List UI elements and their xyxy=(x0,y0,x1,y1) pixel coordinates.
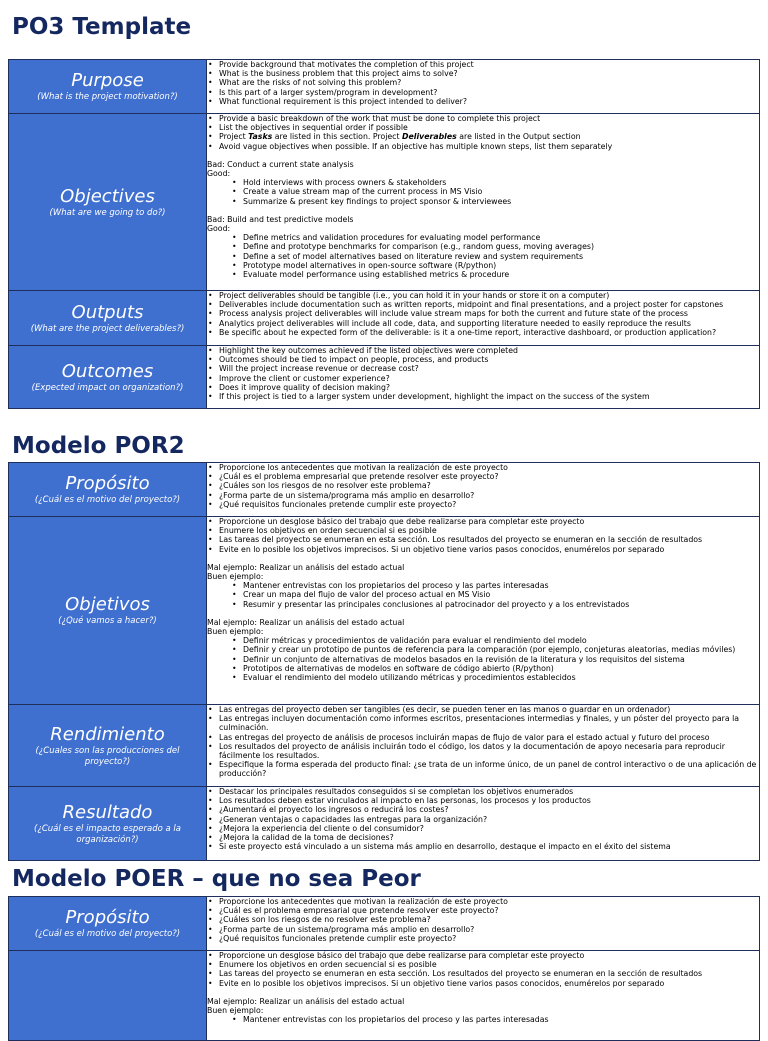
list-item: • Las entregas incluyen documentación como informes escritos, presentaciones intermedias y finales, y un póster del proyecto para la culminación. xyxy=(207,714,759,732)
objetivos-subtitle: (¿Qué vamos a hacer?) xyxy=(58,616,157,626)
bad-example: Bad: Build and test predictive models xyxy=(207,214,354,224)
outcomes-content xyxy=(207,346,760,409)
list-item: • Proporcione un desglose básico del trabajo que debe realizarse para completar este proyecto xyxy=(207,951,759,960)
list-item: • Crear un mapa del flujo de valor del proceso actual en MS Visio xyxy=(231,590,759,599)
list-item: • Mantener entrevistas con los propietarios del proceso y las partes interesadas xyxy=(231,1015,759,1024)
list-item: • ¿Cuál es el problema empresarial que pretende resolver este proyecto? xyxy=(207,472,759,481)
purpose-subtitle: (What is the project motivation?) xyxy=(37,92,178,102)
list-item: • Destacar los principales resultados conseguidos si se completan los objetivos enumerados xyxy=(207,787,759,796)
list-item: • ¿Cuáles son los riesgos de no resolver este problema? xyxy=(207,481,759,490)
poer-table xyxy=(8,896,760,1041)
objetivos-title: Objetivos xyxy=(65,594,150,615)
section-title-poer: Modelo POER – que no sea Peor xyxy=(12,866,421,892)
rendimiento-content xyxy=(207,705,760,787)
list-item: • Definir y crear un prototipo de puntos de referencia para la comparación (por ejemplo, conjeturas aleatorias, medias móviles) xyxy=(231,645,759,654)
outcomes-label-cell xyxy=(9,346,207,409)
objetivos-label-cell xyxy=(9,951,207,1041)
outputs-title: Outputs xyxy=(71,301,144,323)
list-item: • Hold interviews with process owners & stakeholders xyxy=(231,178,759,187)
list-item: • Summarize & present key findings to project sponsor & interviewees xyxy=(231,197,759,206)
proposito-title: Propósito xyxy=(65,907,150,928)
list-item: • ¿Forma parte de un sistema/programa más amplio en desarrollo? xyxy=(207,925,759,934)
section-title-po3: PO3 Template xyxy=(12,14,192,40)
resultado-subtitle: (¿Cuál es el impacto esperado a la organización?) xyxy=(34,823,181,845)
list-item: • Los resultados del proyecto de análisis incluirán todo el código, los datos y la documentación de apoyo necesaria para reproducir fácilmente los resultados. xyxy=(207,742,759,760)
rendimiento-title: Rendimiento xyxy=(50,723,165,745)
por2-table xyxy=(8,462,760,861)
good-example-label: Buen ejemplo: xyxy=(207,572,264,582)
emphasis-word: Tasks xyxy=(248,132,273,142)
list-item: • Define and prototype benchmarks for comparison (e.g., random guess, moving averages) xyxy=(231,242,759,251)
list-item: • Deliverables include documentation such as written reports, midpoint and final presentations, and a project poster for capstones xyxy=(207,300,759,309)
list-item: • Improve the client or customer experience? xyxy=(207,374,759,383)
list-item: • ¿Qué requisitos funcionales pretende cumplir este proyecto? xyxy=(207,934,759,943)
bad-example: Mal ejemplo: Realizar un análisis del estado actual xyxy=(207,996,405,1006)
outcomes-title: Outcomes xyxy=(61,360,154,382)
list-item: • Las tareas del proyecto se enumeran en esta sección. Los resultados del proyecto se enumeran en la sección de resultados xyxy=(207,969,759,978)
objectives-title: Objectives xyxy=(60,185,155,207)
outputs-subtitle: (What are the project deliverables?) xyxy=(30,323,185,334)
purpose-label-cell xyxy=(9,60,207,114)
list-item: • Resumir y presentar las principales conclusiones al patrocinador del proyecto y a los entrevistados xyxy=(231,600,759,609)
list-item: • Prototipos de alternativas de modelos en software de código abierto (R/python) xyxy=(231,664,759,673)
list-item: • Proporcione un desglose básico del trabajo que debe realizarse para completar este proyecto xyxy=(207,517,759,526)
outputs-label-cell xyxy=(9,291,207,346)
objectives-label-cell xyxy=(9,114,207,291)
list-item: • Provide a basic breakdown of the work that must be done to complete this project xyxy=(207,114,759,123)
list-item: • ¿Cuál es el problema empresarial que pretende resolver este proyecto? xyxy=(207,906,759,915)
list-item: • ¿Generan ventajas o capacidades las entregas para la organización? xyxy=(207,815,759,824)
list-item: • Proporcione los antecedentes que motivan la realización de este proyecto xyxy=(207,463,759,472)
list-item: • ¿Forma parte de un sistema/programa más amplio en desarrollo? xyxy=(207,491,759,500)
list-item: • Los resultados deben estar vinculados al impacto en las personas, los procesos y los productos xyxy=(207,796,759,805)
good-example-label: Good: xyxy=(207,224,231,234)
objetivos-content xyxy=(207,951,760,1041)
list-item: • What functional requirement is this project intended to deliver? xyxy=(207,97,759,106)
objetivos-content xyxy=(207,517,760,705)
list-item: • Definir un conjunto de alternativas de modelos basados en la revisión de la literatura y los requisitos del sistema xyxy=(231,655,759,664)
rendimiento-subtitle: (¿Cuales son las producciones del proyecto?) xyxy=(35,745,180,767)
list-item: • Define metrics and validation procedures for evaluating model performance xyxy=(231,233,759,242)
bad-example: Mal ejemplo: Realizar un análisis del estado actual xyxy=(207,617,405,627)
list-item: • ¿Qué requisitos funcionales pretende cumplir este proyecto? xyxy=(207,500,759,509)
list-item: • ¿Mejora la calidad de la toma de decisiones? xyxy=(207,833,759,842)
proposito-label-cell xyxy=(9,463,207,517)
list-item: • Process analysis project deliverables will include value stream maps for both the current and future state of the process xyxy=(207,309,759,318)
list-item: • List the objectives in sequential order if possible xyxy=(207,123,759,132)
objetivos-label-cell xyxy=(9,517,207,705)
list-item: • ¿Aumentará el proyecto los ingresos o reducirá los costes? xyxy=(207,805,759,814)
rendimiento-label-cell xyxy=(9,705,207,787)
objectives-content xyxy=(207,114,760,291)
list-item: • Especifique la forma esperada del producto final: ¿se trata de un informe único, de un panel de control interactivo o de una aplicación de producción? xyxy=(207,760,759,778)
list-item: • Outcomes should be tied to impact on people, process, and products xyxy=(207,355,759,364)
list-item: • Project Tasks are listed in this section. Project Deliverables are listed in the Output section xyxy=(207,132,759,141)
list-item: • ¿Cuáles son los riesgos de no resolver este problema? xyxy=(207,915,759,924)
list-item: • Enumere los objetivos en orden secuencial si es posible xyxy=(207,960,759,969)
purpose-content xyxy=(207,60,760,114)
list-item: • Analytics project deliverables will include all code, data, and supporting literature needed to easily reproduce the results xyxy=(207,319,759,328)
list-item: • Prototype model alternatives in open-source software (R/python) xyxy=(231,261,759,270)
list-item: • Is this part of a larger system/program in development? xyxy=(207,88,759,97)
resultado-content xyxy=(207,787,760,861)
list-item: • Las entregas del proyecto de análisis de procesos incluirán mapas de flujo de valor para el estado actual y futuro del proceso xyxy=(207,733,759,742)
proposito-content xyxy=(207,463,760,517)
good-example-label: Good: xyxy=(207,169,231,179)
list-item: • Definir métricas y procedimientos de validación para evaluar el rendimiento del modelo xyxy=(231,636,759,645)
outcomes-subtitle: (Expected impact on organization?) xyxy=(31,382,184,393)
list-item: • If this project is tied to a larger system under development, highlight the impact on the success of the system xyxy=(207,392,759,401)
list-item: • ¿Mejora la experiencia del cliente o del consumidor? xyxy=(207,824,759,833)
po3-table xyxy=(8,59,760,409)
list-item: • Mantener entrevistas con los propietarios del proceso y las partes interesadas xyxy=(231,581,759,590)
bad-example: Mal ejemplo: Realizar un análisis del estado actual xyxy=(207,562,405,572)
proposito-label-cell xyxy=(9,897,207,951)
list-item: • Las entregas del proyecto deben ser tangibles (es decir, se pueden tener en las manos o guardar en un ordenador) xyxy=(207,705,759,714)
list-item: • Does it improve quality of decision making? xyxy=(207,383,759,392)
list-item: • What are the risks of not solving this problem? xyxy=(207,78,759,87)
objectives-subtitle: (What are we going to do?) xyxy=(49,207,166,218)
list-item: • Evaluate model performance using established metrics & procedure xyxy=(231,270,759,279)
section-title-por2: Modelo POR2 xyxy=(12,433,185,459)
list-item: • Project deliverables should be tangible (i.e., you can hold it in your hands or store it on a computer) xyxy=(207,291,759,300)
list-item: • What is the business problem that this project aims to solve? xyxy=(207,69,759,78)
list-item: • Evite en lo posible los objetivos imprecisos. Si un objetivo tiene varios pasos conocidos, enumérelos por separado xyxy=(207,979,759,988)
proposito-content xyxy=(207,897,760,951)
proposito-title: Propósito xyxy=(65,473,150,494)
resultado-label-cell xyxy=(9,787,207,861)
list-item: • Enumere los objetivos en orden secuencial si es posible xyxy=(207,526,759,535)
list-item: • Create a value stream map of the current process in MS Visio xyxy=(231,187,759,196)
list-item: • Will the project increase revenue or decrease cost? xyxy=(207,364,759,373)
bad-example: Bad: Conduct a current state analysis xyxy=(207,159,354,169)
outputs-content xyxy=(207,291,760,346)
list-item: • Define a set of model alternatives based on literature review and system requirements xyxy=(231,252,759,261)
proposito-subtitle: (¿Cuál es el motivo del proyecto?) xyxy=(34,495,181,505)
list-item: • Las tareas del proyecto se enumeran en esta sección. Los resultados del proyecto se enumeran en la sección de resultados xyxy=(207,535,759,544)
list-item: • Evite en lo posible los objetivos imprecisos. Si un objetivo tiene varios pasos conocidos, enumérelos por separado xyxy=(207,545,759,554)
list-item: • Proporcione los antecedentes que motivan la realización de este proyecto xyxy=(207,897,759,906)
good-example-label: Buen ejemplo: xyxy=(207,1006,264,1016)
resultado-title: Resultado xyxy=(62,801,153,823)
list-item: • Be specific about he expected form of the deliverable: is it a one-time report, interactive dashboard, or production application? xyxy=(207,328,759,337)
emphasis-word: Deliverables xyxy=(402,132,457,142)
proposito-subtitle: (¿Cuál es el motivo del proyecto?) xyxy=(34,929,181,939)
purpose-title: Purpose xyxy=(71,70,144,91)
list-item: • Avoid vague objectives when possible. If an objective has multiple known steps, list them separately xyxy=(207,142,759,151)
good-example-label: Buen ejemplo: xyxy=(207,627,264,637)
list-item: • Si este proyecto está vinculado a un sistema más amplio en desarrollo, destaque el impacto en el éxito del sistema xyxy=(207,842,759,851)
list-item: • Provide background that motivates the completion of this project xyxy=(207,60,759,69)
list-item: • Highlight the key outcomes achieved if the listed objectives were completed xyxy=(207,346,759,355)
list-item: • Evaluar el rendimiento del modelo utilizando métricas y procedimientos establecidos xyxy=(231,673,759,682)
